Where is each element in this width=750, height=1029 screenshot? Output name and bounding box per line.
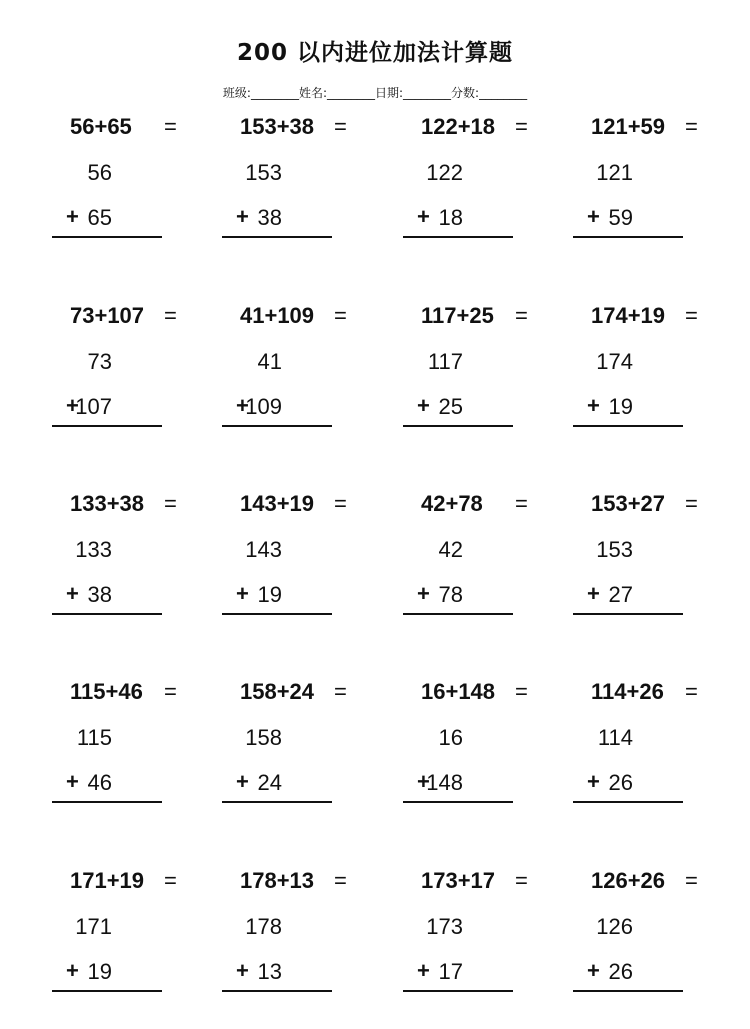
equals-sign: =: [164, 868, 177, 893]
bottom-addend: 19: [257, 582, 282, 607]
plus-sign: +: [236, 204, 249, 229]
answer-line: [52, 801, 162, 803]
problem-expression: 117+25: [421, 303, 494, 328]
top-addend: 121: [596, 160, 633, 185]
problem-item: [403, 491, 573, 631]
problem-item: [52, 114, 222, 254]
problem-item: [573, 868, 743, 1008]
answer-line: [222, 613, 332, 615]
bottom-addend: 148: [426, 770, 463, 795]
bottom-addend: 65: [87, 205, 112, 230]
equals-sign: =: [515, 114, 528, 139]
equals-sign: =: [334, 491, 347, 516]
bottom-addend: 109: [245, 394, 282, 419]
bottom-addend: 24: [257, 770, 282, 795]
answer-line: [573, 613, 683, 615]
problem-item: [222, 868, 392, 1008]
equals-sign: =: [685, 491, 698, 516]
problem-item: [573, 303, 743, 443]
answer-line: [222, 425, 332, 427]
bottom-addend: 19: [87, 959, 112, 984]
top-addend: 143: [245, 537, 282, 562]
equals-sign: =: [685, 679, 698, 704]
problem-item: [403, 679, 573, 819]
top-addend: 115: [76, 725, 112, 750]
problem-item: [573, 679, 743, 819]
bottom-addend: 19: [608, 394, 633, 419]
top-addend: 41: [257, 349, 282, 374]
plus-sign: +: [66, 581, 79, 606]
answer-line: [573, 425, 683, 427]
problem-expression: 171+19: [70, 868, 145, 893]
answer-line: [222, 236, 332, 238]
plus-sign: +: [66, 958, 79, 983]
problem-expression: 143+19: [240, 491, 315, 516]
equals-sign: =: [515, 491, 528, 516]
worksheet-title: 200 以内进位加法计算题: [236, 40, 514, 66]
problem-expression: 153+27: [591, 491, 666, 516]
top-addend: 173: [426, 914, 463, 939]
plus-sign: +: [417, 958, 430, 983]
top-addend: 114: [597, 725, 633, 750]
plus-sign: +: [587, 958, 600, 983]
bottom-addend: 26: [608, 770, 633, 795]
answer-line: [52, 990, 162, 992]
answer-line: [403, 425, 513, 427]
problem-expression: 41+109: [240, 303, 315, 328]
top-addend: 178: [245, 914, 282, 939]
top-addend: 56: [87, 160, 112, 185]
answer-line: [222, 801, 332, 803]
bottom-addend: 25: [438, 394, 463, 419]
top-addend: 73: [87, 349, 112, 374]
equals-sign: =: [164, 114, 177, 139]
bottom-addend: 78: [438, 582, 463, 607]
top-addend: 117: [427, 349, 463, 374]
problem-expression: 121+59: [591, 114, 666, 139]
equals-sign: =: [685, 303, 698, 328]
problem-expression: 73+107: [70, 303, 145, 328]
problem-expression: 42+78: [421, 491, 483, 516]
plus-sign: +: [236, 958, 249, 983]
plus-sign: +: [66, 204, 79, 229]
plus-sign: +: [236, 581, 249, 606]
problem-item: [403, 114, 573, 254]
equals-sign: =: [685, 868, 698, 893]
equals-sign: =: [334, 114, 347, 139]
top-addend: 171: [75, 914, 112, 939]
equals-sign: =: [685, 114, 698, 139]
problem-expression: 174+19: [591, 303, 666, 328]
equals-sign: =: [164, 491, 177, 516]
problem-item: [573, 491, 743, 631]
equals-sign: =: [164, 679, 177, 704]
problem-expression: 158+24: [240, 679, 315, 704]
bottom-addend: 38: [87, 582, 112, 607]
problem-expression: 153+38: [240, 114, 315, 139]
problem-item: [222, 679, 392, 819]
bottom-addend: 26: [608, 959, 633, 984]
bottom-addend: 18: [438, 205, 463, 230]
top-addend: 153: [245, 160, 282, 185]
bottom-addend: 107: [75, 394, 112, 419]
equals-sign: =: [334, 303, 347, 328]
answer-line: [573, 236, 683, 238]
problem-item: [52, 679, 222, 819]
problem-expression: 114+26: [591, 679, 664, 704]
problem-item: [52, 868, 222, 1008]
equals-sign: =: [515, 303, 528, 328]
answer-line: [573, 801, 683, 803]
problem-item: [403, 303, 573, 443]
plus-sign: +: [417, 581, 430, 606]
answer-line: [403, 236, 513, 238]
problem-expression: 173+17: [421, 868, 496, 893]
plus-sign: +: [417, 769, 430, 794]
problem-expression: 115+46: [70, 679, 143, 704]
plus-sign: +: [66, 393, 79, 418]
top-addend: 174: [596, 349, 633, 374]
answer-line: [52, 425, 162, 427]
equals-sign: =: [334, 868, 347, 893]
answer-line: [403, 990, 513, 992]
equals-sign: =: [515, 679, 528, 704]
top-addend: 16: [438, 725, 463, 750]
bottom-addend: 46: [87, 770, 112, 795]
plus-sign: +: [587, 769, 600, 794]
problem-item: [403, 868, 573, 1008]
answer-line: [403, 613, 513, 615]
top-addend: 158: [245, 725, 282, 750]
plus-sign: +: [587, 581, 600, 606]
top-addend: 42: [438, 537, 463, 562]
bottom-addend: 27: [608, 582, 633, 607]
problem-item: [573, 114, 743, 254]
answer-line: [52, 613, 162, 615]
equals-sign: =: [164, 303, 177, 328]
plus-sign: +: [417, 393, 430, 418]
plus-sign: +: [587, 393, 600, 418]
problem-expression: 133+38: [70, 491, 145, 516]
top-addend: 126: [596, 914, 633, 939]
plus-sign: +: [417, 204, 430, 229]
problem-expression: 56+65: [70, 114, 132, 139]
plus-sign: +: [587, 204, 600, 229]
bottom-addend: 13: [257, 959, 282, 984]
answer-line: [222, 990, 332, 992]
equals-sign: =: [515, 868, 528, 893]
problem-item: [222, 491, 392, 631]
bottom-addend: 17: [438, 959, 463, 984]
problem-expression: 16+148: [421, 679, 496, 704]
plus-sign: +: [66, 769, 79, 794]
answer-line: [573, 990, 683, 992]
answer-line: [52, 236, 162, 238]
top-addend: 133: [75, 537, 112, 562]
problem-item: [52, 303, 222, 443]
equals-sign: =: [334, 679, 347, 704]
problem-item: [52, 491, 222, 631]
answer-line: [403, 801, 513, 803]
problem-expression: 126+26: [591, 868, 666, 893]
top-addend: 122: [426, 160, 463, 185]
problem-expression: 122+18: [421, 114, 496, 139]
problem-item: [222, 303, 392, 443]
student-info-line: 班级:________姓名:________日期:________分数:________: [222, 86, 528, 100]
problem-expression: 178+13: [240, 868, 315, 893]
problem-item: [222, 114, 392, 254]
plus-sign: +: [236, 393, 249, 418]
plus-sign: +: [236, 769, 249, 794]
top-addend: 153: [596, 537, 633, 562]
bottom-addend: 59: [608, 205, 633, 230]
bottom-addend: 38: [257, 205, 282, 230]
